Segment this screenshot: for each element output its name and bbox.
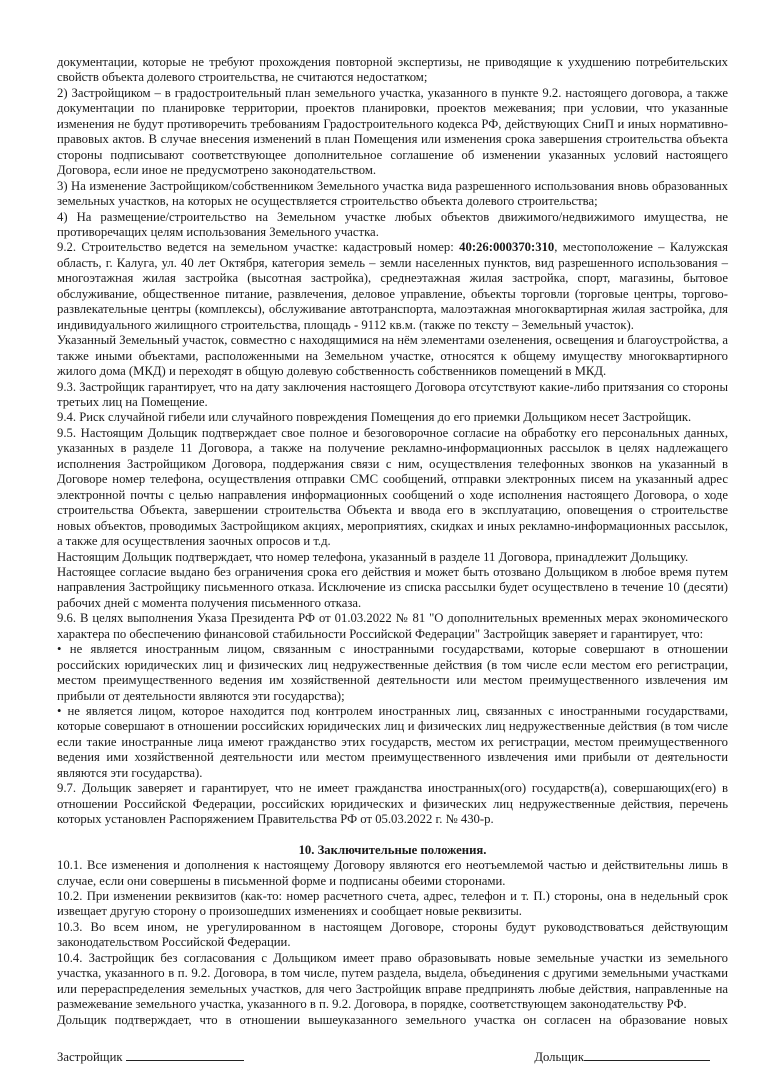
- paragraph: 9.7. Дольщик заверяет и гарантирует, что не имеет гражданства иностранных(ого) государств(а), совершающих(его) в отношении Российской Федерации, российских юридических и физических лиц недружественные действия, перечень которых установлен Распоряжением Правительства РФ от 05.03.2022 г. № 430-р.: [57, 781, 728, 827]
- paragraph: документации, которые не требуют прохождения повторной экспертизы, не приводящие к ухудшению потребительских свойств объекта долевого строительства, не считаются недостатком;: [57, 55, 728, 85]
- developer-signature: [57, 1048, 244, 1065]
- bullet-item: • не является лицом, которое находится под контролем иностранных лиц, связанных с иностранными государствами, которые совершают в отношении российских юридических лиц и физических лиц недружественные действия (в том числе если такие иностранные лица имеют гражданство этих государств, местом их регистрации, местом преимущественного ведения ими хозяйственной деятельности или местом преимущественного извлечения ими прибыли от деятельности являются эти государства).: [57, 704, 728, 780]
- cadastral-number: 40:26:000370:310: [459, 240, 555, 255]
- paragraph: 2) Застройщиком – в градостроительный план земельного участка, указанного в пункте 9.2. настоящего договора, а также документации по планировке территории, проектов планировки, проектов межевания; при условии, что указанные изменения не будут противоречить требованиям Градостроительного кодекса РФ, действующих СниП и иных нормативно-правовых актов. В случае внесения изменений в план Помещения или изменения срока завершения строительства объекта стороны подписывают соответствующее дополнительное соглашение об изменении указанных условий настоящего Договора, если иное не предусмотрено законодательством.: [57, 85, 728, 178]
- paragraph-9-2: [57, 240, 728, 333]
- section-heading: 10. Заключительные положения.: [298, 842, 487, 857]
- shareholder-signature: [534, 1048, 710, 1065]
- paragraph: 10.2. При изменении реквизитов (как-то: номер расчетного счета, адрес, телефон и т. П.) стороны, она в недельный срок извещает другую сторону о произошедших изменениях и сообщает новые реквизиты.: [57, 889, 728, 919]
- paragraph: 3) На изменение Застройщиком/собственником Земельного участка вида разрешенного использования вновь образованных земельных участков, на которых не осуществляется строительство объекта долевого строительства;: [57, 178, 728, 209]
- paragraph: 10.1. Все изменения и дополнения к настоящему Договору являются его неотъемлемой частью и действительны лишь в случае, если они совершены в письменной форме и подписаны обеими сторонами.: [57, 858, 728, 888]
- bullet-item: • не является иностранным лицом, связанным с иностранными государствами, которые совершают в отношении российских юридических лиц и физических лиц недружественные действия (в том числе если местом его регистрации, местом преимущественного ведения им хозяйственной деятельности или местом преимущественного извлечения им прибыли от деятельности являются эти государства);: [57, 642, 728, 703]
- paragraph: 10.4. Застройщик без согласования с Дольщиком имеет право образовывать новые земельные участки из земельного участка, указанного в п. 9.2. Договора, в том числе, путем раздела, выдела, объединения с другими земельными участками или перераспределения земельных участков, для чего Застройщик вправе предпринять любые действия, направленные на размежевание земельного участка, указанного в п. 9.2. Договора, в порядке, соответствующем законодательству РФ.: [57, 950, 728, 1012]
- paragraph: 4) На размещение/строительство на Земельном участке любых объектов движимого/недвижимого имущества, не противоречащих целям использования Земельного участка.: [57, 209, 728, 239]
- text: , местоположение – Калужская область, г. Калуга, ул. 40 лет Октября, категория земель – земли населенных пунктов, вид разрешенного использования – многоэтажная жилая застройка (высотная застройка), среднеэтажная жилая застройка, спорт, магазины, бытовое обслуживание, общественное питание, развлечения, деловое управление, объекты торговли (торговые центры, торгово-развлекательные центры (комплексы), обслуживание автотранспорта, малоэтажная многоквартирная жилая застройка, для индивидуального жилищного строительства, площадь - 9112 кв.м. (также по тексту – Земельный участок).: [57, 240, 728, 332]
- paragraph: 9.4. Риск случайной гибели или случайного повреждения Помещения до его приемки Дольщиком несет Застройщик.: [57, 410, 692, 425]
- paragraph: 10.3. Во всем ином, не урегулированном в настоящем Договоре, стороны будут руководствоваться действующим законодательством Российской Федерации.: [57, 919, 728, 950]
- paragraph: 9.5. Настоящим Дольщик подтверждает свое полное и безоговорочное согласие на обработку его персональных данных, указанных в разделе 11 Договора, а также на получение рекламно-информационных рассылок в целях надлежащего исполнения Застройщиком Договора, поддержания связи с ним, осуществления телефонных звонков на указанный в Договоре номер телефона, осуществления отправки СМС сообщений, отправки электронных писем на указанный адрес электронной почты с целью направления информационных сообщений о ходе исполнения настоящего Договора, о ходе строительства Объекта, завершении строительства Объекта и ввода его в эксплуатацию, оповещения о строительстве новых объектов, проводимых Застройщиком акциях, мероприятиях, скидках и иных рекламно-информационных рассылок, а также для осуществления заочных опросов и т.д.: [57, 425, 728, 549]
- paragraph: Настоящим Дольщик подтверждает, что номер телефона, указанный в разделе 11 Договора, принадлежит Дольщику.: [57, 549, 689, 564]
- paragraph: Дольщик подтверждает, что в отношении вышеуказанного земельного участка он согласен на образование новых: [57, 1012, 728, 1027]
- contract-page: [57, 0, 728, 1086]
- paragraph: 9.6. В целях выполнения Указа Президента РФ от 01.03.2022 № 81 "О дополнительных временных мерах экономического характера по обеспечению финансовой стабильности Российской Федерации" Застройщик заверяет и гарантирует, что:: [57, 611, 728, 641]
- developer-label: Застройщик: [57, 1050, 123, 1065]
- shareholder-label: Дольщик: [534, 1050, 584, 1065]
- text: 9.2. Строительство ведется на земельном участке: кадастровый номер:: [57, 240, 460, 255]
- paragraph: 9.3. Застройщик гарантирует, что на дату заключения настоящего Договора отсутствуют какие-либо притязания со стороны третьих лиц на Помещение.: [57, 379, 728, 409]
- paragraph: Указанный Земельный участок, совместно с находящимися на нём элементами озеленения, освещения и благоустройства, а также иными объектами, расположенными на Земельном участке, относятся к общему имуществу многоквартирного жилого дома (МКД) и переходят в общую долевую собственность собственников помещений в МКД.: [57, 333, 728, 379]
- signature-line: [126, 1048, 244, 1061]
- paragraph: Настоящее согласие выдано без ограничения срока его действия и может быть отозвано Дольщиком в любое время путем направления Застройщику письменного отказа. Исключение из списка рассылки будет осуществлено в течение 10 (десяти) рабочих дней с момента получения письменного отказа.: [57, 564, 728, 610]
- signature-line: [584, 1048, 710, 1061]
